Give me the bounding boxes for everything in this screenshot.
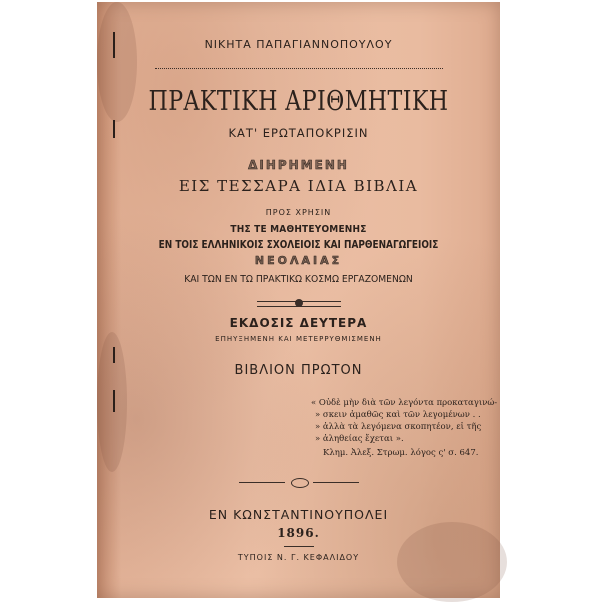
publication-year: 1896.: [277, 526, 320, 540]
binding-thread: [113, 390, 115, 412]
publication-place: ΕΝ ΚΩΝΣΤΑΝΤΙΝΟΥΠΟΛΕΙ: [208, 507, 389, 522]
purpose-label: ΠΡΟΣ ΧΡΗΣΙΝ: [265, 208, 332, 217]
book-title: ΠΡΑΚΤΙΚΗ ΑΡΙΘΜΗΤΙΚΗ: [148, 86, 449, 117]
epigraph-line: » ἀλλὰ τὰ λεγόμενα σκοπητέον, εἰ τῆς: [315, 422, 482, 432]
subtitle-divided: ΔΙΗΡΗΜΕΝΗ: [248, 158, 349, 172]
epigraph-line: » ἀληθείας ἔχεται ».: [315, 434, 404, 444]
subtitle-volumes: ΕΙΣ ΤΕΣΣΑΡΑ ΙΔΙΑ ΒΙΒΛΙΑ: [178, 177, 419, 195]
audience-line: ΚΑΙ ΤΩΝ ΕΝ ΤΩ ΠΡΑΚΤΙΚΩ ΚΟΣΜΩ ΕΡΓΑΖΟΜΕΝΩΝ: [184, 274, 413, 285]
author-divider: [155, 68, 443, 69]
audience-line: ΝΕΟΛΑΙΑΣ: [254, 254, 343, 267]
book-cover: [97, 2, 500, 598]
audience-line: ΤΗΣ ΤΕ ΜΑΘΗΤΕΥΟΜΕΝΗΣ: [230, 224, 367, 235]
audience-line: ΕΝ ΤΟΙΣ ΕΛΛΗΝΙΚΟΙΣ ΣΧΟΛΕΙΟΙΣ ΚΑΙ ΠΑΡΘΕΝΑΓΩΓΕΙΟΙΣ: [158, 239, 439, 251]
printer-divider: [284, 546, 314, 547]
ornament-flourish: [239, 478, 359, 488]
epigraph-citation: Κλημ. Ἀλεξ. Στρωμ. λόγος ς' σ. 647.: [323, 448, 479, 458]
edition-label: ΕΚΔΟΣΙΣ ΔΕΥΤΕΡΑ: [229, 316, 368, 330]
printer-name: ΤΥΠΟΙΣ Ν. Γ. ΚΕΦΑΛΙΔΟΥ: [237, 553, 360, 562]
subtitle-format: ΚΑΤ' ΕΡΩΤΑΠΟΚΡΙΣΙΝ: [228, 126, 369, 140]
author-name: ΝΙΚΗΤΑ ΠΑΠΑΓΙΑΝΝΟΠΟΥΛΟΥ: [204, 38, 393, 51]
binding-thread: [113, 347, 115, 363]
paper-stain: [97, 332, 127, 472]
edition-note: ΕΠΗΥΞΗΜΕΝΗ ΚΑΙ ΜΕΤΕΡΡΥΘΜΙΣΜΕΝΗ: [215, 335, 382, 343]
epigraph-line: » σκειν ἀμαθῶς καὶ τῶν λεγομένων . .: [315, 410, 481, 420]
book-volume-label: ΒΙΒΛΙΟΝ ΠΡΩΤΟΝ: [234, 363, 363, 378]
paper-stain: [97, 2, 137, 122]
epigraph-line: « Οὐδὲ μὴν διὰ τῶν λεγόντα προκαταγινώ-: [311, 398, 498, 408]
ornament-divider: [257, 301, 341, 307]
